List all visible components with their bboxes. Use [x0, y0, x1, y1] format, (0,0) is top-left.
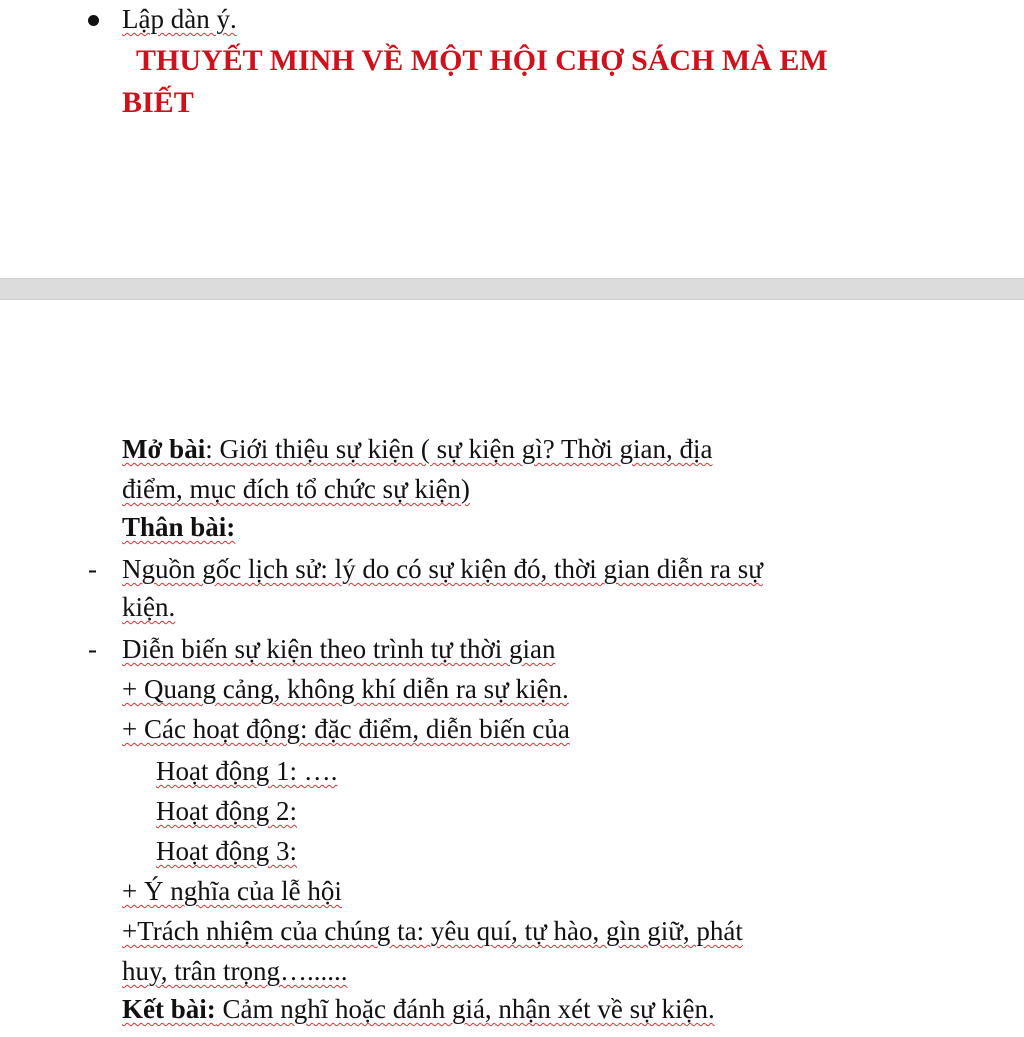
activity-3: Hoạt động 3:: [156, 836, 297, 866]
activity-1: Hoạt động 1: ….: [156, 756, 338, 786]
plus-responsibility-line-2: huy, trân trọng…......: [122, 956, 348, 986]
plus-meaning-line: + Ý nghĩa của lễ hội: [122, 876, 342, 906]
mo-bai-line-1: [122, 430, 712, 468]
document-title: THUYẾT MINH VỀ MỘT HỘI CHỢ SÁCH MÀ EM BIẾT: [122, 44, 828, 119]
ket-bai-text: Cảm nghĩ hoặc đánh giá, nhận xét về sự kiện.: [215, 994, 715, 1024]
activity-2: Hoạt động 2:: [156, 796, 297, 826]
plus-activities-line: + Các hoạt động: đặc điểm, diễn biến của: [122, 714, 570, 744]
plus-scene-line: + Quang cảng, không khí diễn ra sự kiện.: [122, 674, 569, 704]
dash-marker-1: -: [88, 554, 97, 584]
dash-marker-2: -: [88, 634, 97, 664]
mo-bai-label: Mở bài: [122, 434, 206, 464]
mo-bai-text: : Giới thiệu sự kiện ( sự kiện gì? Thời gian, địa: [205, 434, 713, 464]
page-separator: [0, 278, 1024, 300]
progress-line: Diễn biến sự kiện theo trình tự thời gian: [122, 634, 556, 664]
origin-line-1: Nguồn gốc lịch sử: lý do có sự kiện đó, thời gian diễn ra sự: [122, 554, 763, 584]
plus-responsibility-line-1: +Trách nhiệm của chúng ta: yêu quí, tự hào, gìn giữ, phát: [122, 916, 743, 946]
origin-line-2: kiện.: [122, 592, 176, 622]
ket-bai-line: [122, 990, 715, 1028]
bullet-icon: [88, 15, 99, 26]
than-bai-heading: Thân bài:: [122, 512, 236, 542]
mo-bai-line-2: điểm, mục đích tổ chức sự kiện): [122, 474, 470, 504]
bullet-text: Lập dàn ý.: [122, 4, 237, 34]
ket-bai-label: Kết bài:: [122, 994, 216, 1024]
